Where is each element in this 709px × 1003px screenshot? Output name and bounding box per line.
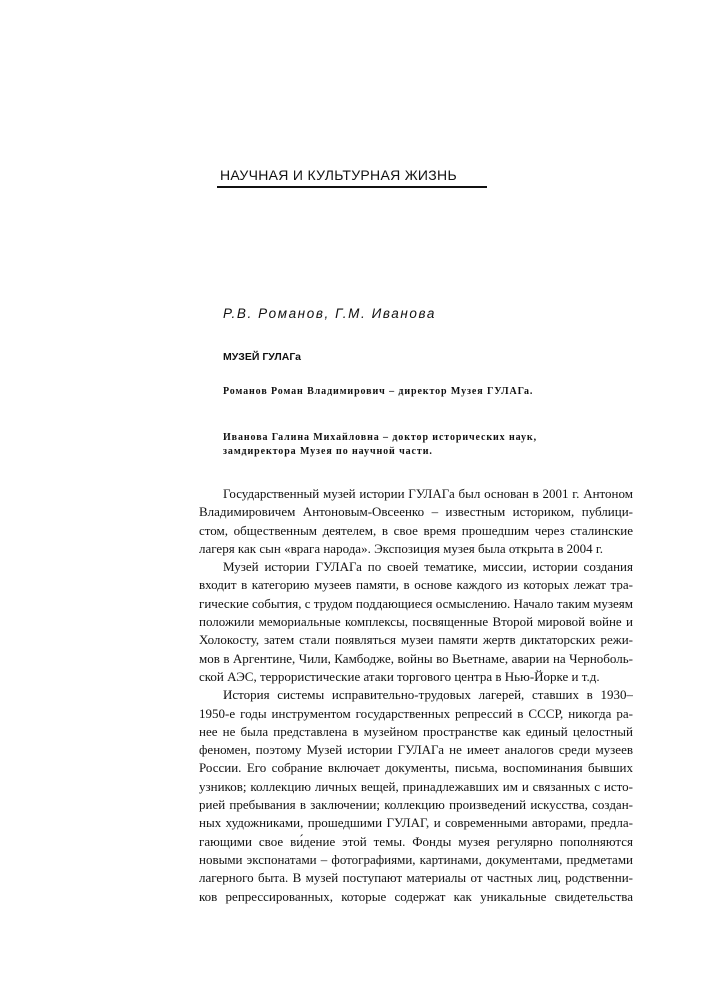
author-note-line: замдиректора Музея по научной части. (223, 446, 433, 457)
body-line: феномен, поэтому Музей истории ГУЛАГа не имеет аналогов среди музеев (199, 742, 633, 758)
body-line: гические события, с трудом поддающиеся осмыслению. Начало таким музеям (199, 595, 633, 611)
body-line: новыми экспонатами – фотографиями, картинами, документами, предметами (199, 851, 633, 867)
article-authors: Р.В. Романов, Г.М. Иванова (223, 306, 436, 321)
body-line: стом, общественным деятелем, в свое время прошедшим через сталинские (199, 522, 633, 538)
body-line: Холокосту, затем стали появляться музеи памяти жертв диктаторских режи- (199, 632, 633, 648)
body-line: Музей истории ГУЛАГа по своей тематике, миссии, истории создания (223, 559, 633, 575)
author-note-ivanova (223, 431, 537, 459)
author-note-romanov (223, 385, 533, 399)
section-title-underline (217, 186, 487, 188)
body-line: лагеря как сын «врага народа». Экспозиция музея была открыта в 2004 г. (199, 540, 604, 556)
author-note-line: Иванова Галина Михайловна – доктор исторических наук, (223, 432, 537, 443)
body-line: ных художниками, прошедшими ГУЛАГ, и современными авторами, предла- (199, 815, 633, 831)
body-line: положили мемориальные комплексы, посвященные Второй мировой войне и (199, 614, 633, 630)
body-line: лагерного быта. В музей поступают материалы от частных лиц, родственни- (199, 870, 633, 886)
article-body (199, 485, 633, 906)
body-line: гающими свое ви́дение этой темы. Фонды музея регулярно пополняются (199, 833, 633, 849)
body-line: входит в категорию музеев памяти, в основе каждого из которых лежат тра- (199, 577, 633, 593)
body-line: рией пребывания в заключении; коллекцию произведений искусства, создан- (199, 797, 633, 813)
body-line: нее не была представлена в музейном пространстве как единый целостный (199, 723, 633, 739)
body-line: Владимировичем Антоновым-Овсеенко – известным историком, публици- (199, 504, 633, 520)
body-line: ской АЭС, террористические атаки торгового центра в Нью-Йорке и т.д. (199, 668, 600, 684)
body-line: узников; коллекцию личных вещей, принадлежавших им и связанных с исто- (199, 778, 633, 794)
body-line: История системы исправительно-трудовых лагерей, ставших в 1930– (223, 687, 633, 703)
body-line: России. Его собрание включает документы, письма, воспоминания бывших (199, 760, 633, 776)
body-line: ков репрессированных, которые содержат как уникальные свидетельства (199, 888, 633, 904)
section-title: НАУЧНАЯ И КУЛЬТУРНАЯ ЖИЗНЬ (220, 167, 457, 183)
body-line: 1950-е годы инструментом государственных репрессий в СССР, никогда ра- (199, 705, 633, 721)
body-line: мов в Аргентине, Чили, Камбодже, войны во Вьетнаме, аварии на Черноболь- (199, 650, 633, 666)
article-title: МУЗЕЙ ГУЛАГа (223, 351, 302, 363)
author-note-line: Романов Роман Владимирович – директор Музея ГУЛАГа. (223, 386, 534, 397)
body-line: Государственный музей истории ГУЛАГа был основан в 2001 г. Антоном (223, 486, 633, 501)
